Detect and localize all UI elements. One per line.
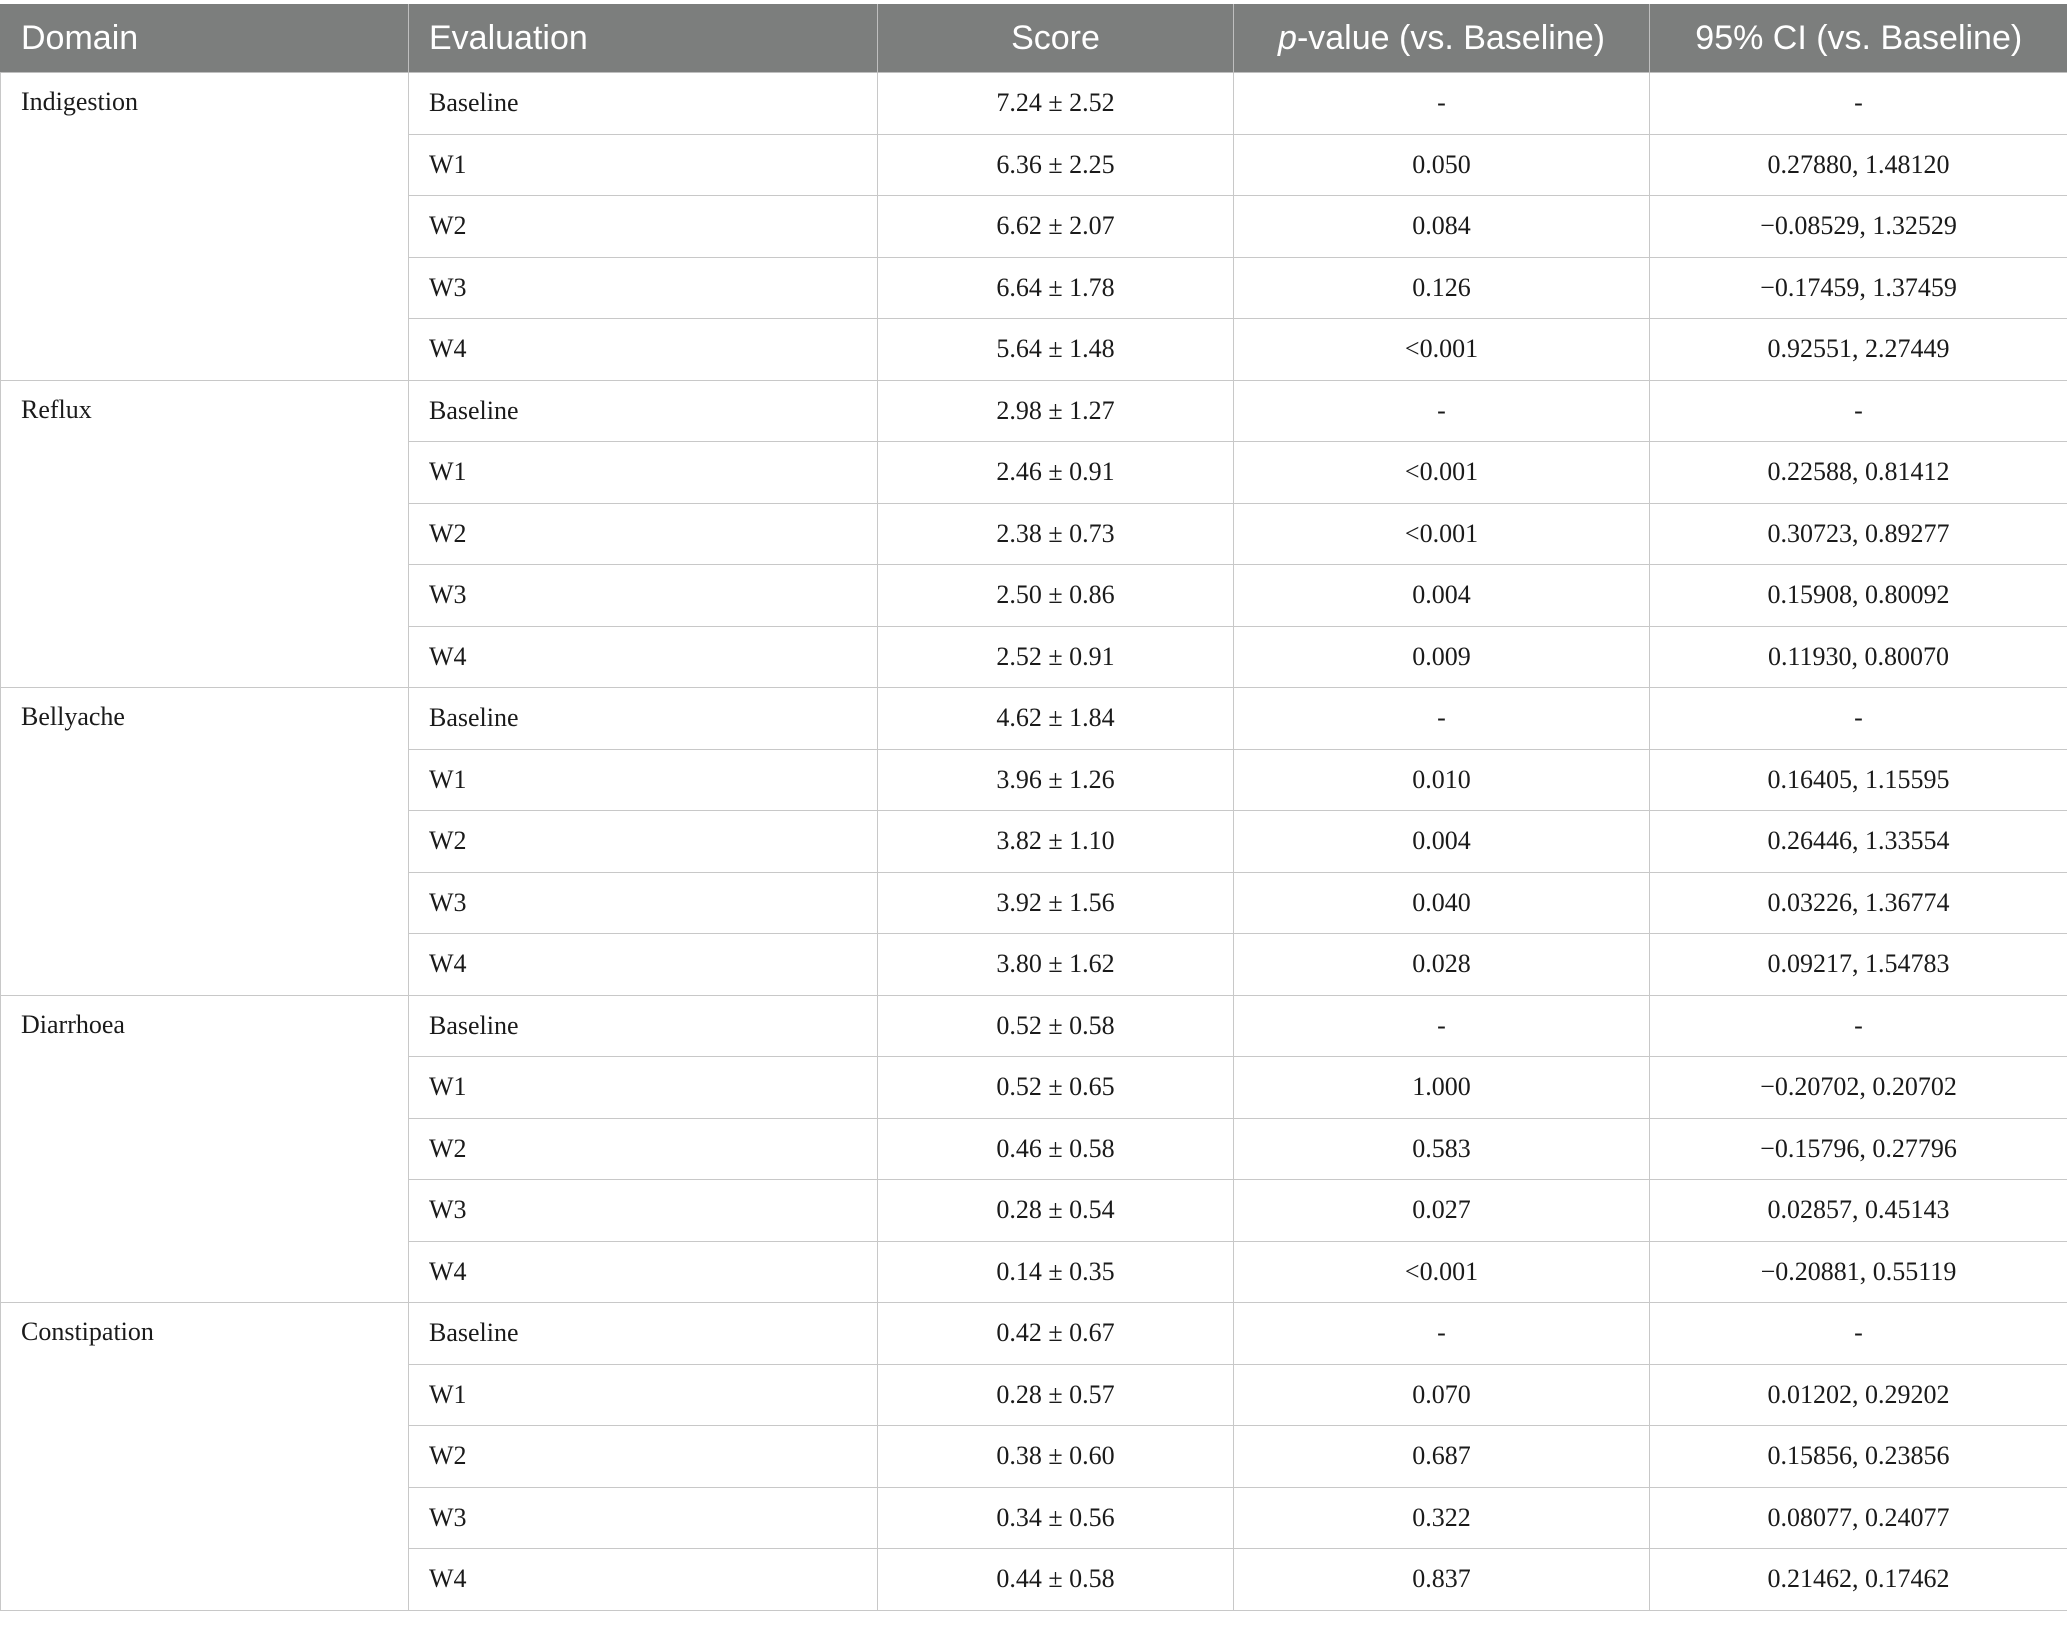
domain-cell: Indigestion: [1, 73, 409, 381]
evaluation-cell: W4: [409, 1241, 878, 1303]
p-value-cell: 0.004: [1234, 811, 1650, 873]
score-cell: 3.92 ± 1.56: [878, 872, 1234, 934]
domain-cell: Bellyache: [1, 688, 409, 996]
table-body: [1, 73, 2067, 1611]
evaluation-cell: W4: [409, 626, 878, 688]
evaluation-cell: W1: [409, 1057, 878, 1119]
score-cell: 0.34 ± 0.56: [878, 1487, 1234, 1549]
ci-cell: -: [1650, 380, 2067, 442]
evaluation-cell: W4: [409, 319, 878, 381]
p-value-cell: 0.126: [1234, 257, 1650, 319]
header-row: [1, 4, 2067, 73]
header-domain: Domain: [1, 4, 409, 73]
score-cell: 5.64 ± 1.48: [878, 319, 1234, 381]
ci-cell: -: [1650, 73, 2067, 135]
p-value-cell: 0.084: [1234, 196, 1650, 258]
p-value-cell: 0.070: [1234, 1364, 1650, 1426]
ci-cell: 0.92551, 2.27449: [1650, 319, 2067, 381]
ci-cell: 0.15908, 0.80092: [1650, 565, 2067, 627]
p-value-cell: 0.322: [1234, 1487, 1650, 1549]
p-value-cell: 1.000: [1234, 1057, 1650, 1119]
score-cell: 6.62 ± 2.07: [878, 196, 1234, 258]
ci-cell: -: [1650, 688, 2067, 750]
p-value-cell: 0.009: [1234, 626, 1650, 688]
score-cell: 0.42 ± 0.67: [878, 1303, 1234, 1365]
p-value-cell: 0.010: [1234, 749, 1650, 811]
evaluation-cell: W4: [409, 934, 878, 996]
header-ci: 95% CI (vs. Baseline): [1650, 4, 2067, 73]
ci-cell: 0.03226, 1.36774: [1650, 872, 2067, 934]
p-value-cell: 0.050: [1234, 134, 1650, 196]
score-cell: 0.14 ± 0.35: [878, 1241, 1234, 1303]
score-cell: 0.52 ± 0.65: [878, 1057, 1234, 1119]
ci-cell: 0.30723, 0.89277: [1650, 503, 2067, 565]
score-cell: 3.80 ± 1.62: [878, 934, 1234, 996]
table-header: [1, 4, 2067, 73]
p-value-cell: 0.028: [1234, 934, 1650, 996]
table-row: [1, 380, 2067, 442]
ci-cell: −0.20702, 0.20702: [1650, 1057, 2067, 1119]
table-row: [1, 1303, 2067, 1365]
ci-cell: −0.17459, 1.37459: [1650, 257, 2067, 319]
evaluation-cell: W3: [409, 565, 878, 627]
evaluation-cell: W3: [409, 1180, 878, 1242]
score-cell: 0.38 ± 0.60: [878, 1426, 1234, 1488]
p-value-cell: <0.001: [1234, 319, 1650, 381]
ci-cell: -: [1650, 995, 2067, 1057]
ci-cell: 0.02857, 0.45143: [1650, 1180, 2067, 1242]
ci-cell: 0.22588, 0.81412: [1650, 442, 2067, 504]
domain-cell: Constipation: [1, 1303, 409, 1611]
ci-cell: 0.21462, 0.17462: [1650, 1549, 2067, 1611]
evaluation-cell: W2: [409, 196, 878, 258]
score-cell: 6.36 ± 2.25: [878, 134, 1234, 196]
score-cell: 0.52 ± 0.58: [878, 995, 1234, 1057]
score-cell: 4.62 ± 1.84: [878, 688, 1234, 750]
p-value-cell: <0.001: [1234, 1241, 1650, 1303]
evaluation-cell: W3: [409, 257, 878, 319]
score-cell: 3.82 ± 1.10: [878, 811, 1234, 873]
score-cell: 6.64 ± 1.78: [878, 257, 1234, 319]
evaluation-cell: W3: [409, 872, 878, 934]
evaluation-cell: W1: [409, 1364, 878, 1426]
domain-cell: Diarrhoea: [1, 995, 409, 1303]
p-value-cell: -: [1234, 380, 1650, 442]
header-p-rest: -value (vs. Baseline): [1296, 18, 1605, 57]
score-cell: 2.50 ± 0.86: [878, 565, 1234, 627]
domain-cell: Reflux: [1, 380, 409, 688]
ci-cell: 0.01202, 0.29202: [1650, 1364, 2067, 1426]
ci-cell: 0.15856, 0.23856: [1650, 1426, 2067, 1488]
score-cell: 0.44 ± 0.58: [878, 1549, 1234, 1611]
ci-cell: 0.08077, 0.24077: [1650, 1487, 2067, 1549]
p-value-cell: -: [1234, 995, 1650, 1057]
score-cell: 7.24 ± 2.52: [878, 73, 1234, 135]
score-cell: 2.98 ± 1.27: [878, 380, 1234, 442]
p-value-cell: 0.583: [1234, 1118, 1650, 1180]
header-p-italic: p: [1278, 18, 1297, 57]
evaluation-cell: W2: [409, 1426, 878, 1488]
evaluation-cell: W3: [409, 1487, 878, 1549]
score-cell: 2.38 ± 0.73: [878, 503, 1234, 565]
ci-cell: 0.09217, 1.54783: [1650, 934, 2067, 996]
evaluation-cell: Baseline: [409, 380, 878, 442]
score-cell: 3.96 ± 1.26: [878, 749, 1234, 811]
ci-cell: 0.16405, 1.15595: [1650, 749, 2067, 811]
ci-cell: −0.15796, 0.27796: [1650, 1118, 2067, 1180]
p-value-cell: 0.004: [1234, 565, 1650, 627]
ci-cell: 0.26446, 1.33554: [1650, 811, 2067, 873]
p-value-cell: -: [1234, 73, 1650, 135]
ci-cell: 0.27880, 1.48120: [1650, 134, 2067, 196]
score-cell: 0.46 ± 0.58: [878, 1118, 1234, 1180]
header-p-value: [1234, 4, 1650, 73]
p-value-cell: -: [1234, 688, 1650, 750]
score-cell: 0.28 ± 0.57: [878, 1364, 1234, 1426]
score-cell: 2.46 ± 0.91: [878, 442, 1234, 504]
p-value-cell: 0.687: [1234, 1426, 1650, 1488]
evaluation-cell: Baseline: [409, 73, 878, 135]
p-value-cell: 0.837: [1234, 1549, 1650, 1611]
p-value-cell: 0.040: [1234, 872, 1650, 934]
ci-cell: −0.08529, 1.32529: [1650, 196, 2067, 258]
score-cell: 2.52 ± 0.91: [878, 626, 1234, 688]
ci-cell: −0.20881, 0.55119: [1650, 1241, 2067, 1303]
ci-cell: 0.11930, 0.80070: [1650, 626, 2067, 688]
evaluation-cell: W2: [409, 811, 878, 873]
p-value-cell: <0.001: [1234, 503, 1650, 565]
evaluation-cell: Baseline: [409, 688, 878, 750]
p-value-cell: 0.027: [1234, 1180, 1650, 1242]
evaluation-cell: Baseline: [409, 1303, 878, 1365]
evaluation-cell: Baseline: [409, 995, 878, 1057]
evaluation-cell: W1: [409, 442, 878, 504]
table-row: [1, 995, 2067, 1057]
table-row: [1, 73, 2067, 135]
evaluation-cell: W1: [409, 749, 878, 811]
evaluation-cell: W2: [409, 503, 878, 565]
results-table-container: [0, 4, 2067, 1611]
p-value-cell: -: [1234, 1303, 1650, 1365]
evaluation-cell: W2: [409, 1118, 878, 1180]
score-cell: 0.28 ± 0.54: [878, 1180, 1234, 1242]
evaluation-cell: W4: [409, 1549, 878, 1611]
header-score: Score: [878, 4, 1234, 73]
p-value-cell: <0.001: [1234, 442, 1650, 504]
results-table: [0, 4, 2067, 1611]
header-evaluation: Evaluation: [409, 4, 878, 73]
table-row: [1, 688, 2067, 750]
ci-cell: -: [1650, 1303, 2067, 1365]
evaluation-cell: W1: [409, 134, 878, 196]
